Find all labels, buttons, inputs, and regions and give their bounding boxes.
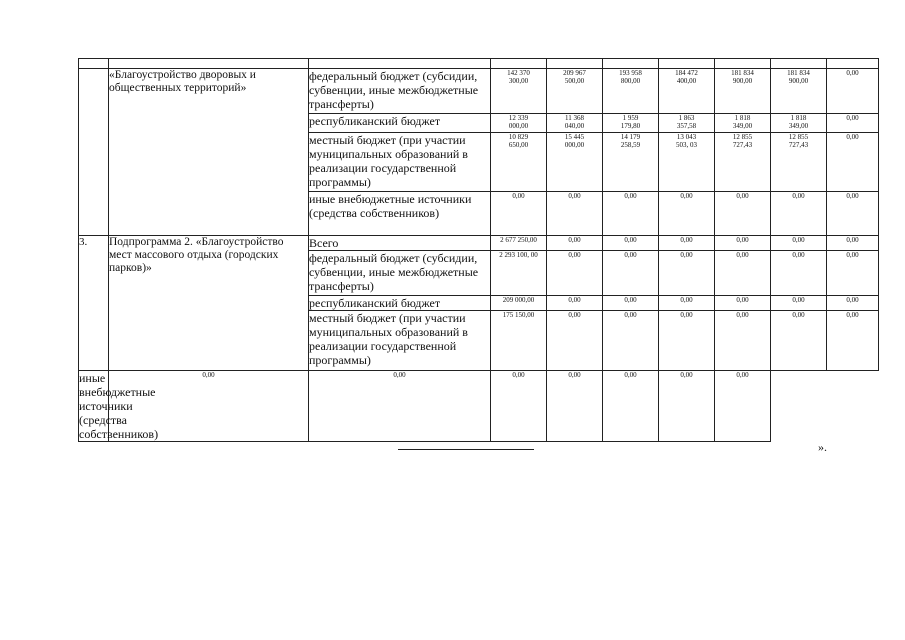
value-text: 0,00: [512, 371, 525, 379]
value-cell: [659, 133, 715, 192]
value-cell: [603, 69, 659, 114]
value-cell: [603, 59, 659, 69]
value-text: 0,00: [680, 371, 693, 379]
value-cell: [547, 192, 603, 236]
funding-source-cell: Всего: [309, 236, 491, 251]
value-text: 0,00: [736, 371, 749, 379]
funding-source-cell: федеральный бюджет (субсидии, субвенции, иные межбюджетные трансферты): [309, 251, 491, 296]
value-text: 0,00: [736, 192, 749, 200]
value-text: 0,00: [624, 251, 637, 259]
value-text: 142 370 300,00: [507, 69, 530, 85]
value-cell: [771, 192, 827, 236]
value-text: 11 368 040,00: [564, 114, 585, 130]
value-text: 0,00: [736, 296, 749, 304]
value-cell: [659, 69, 715, 114]
value-cell: [715, 192, 771, 236]
value-cell: [715, 236, 771, 251]
funding-source-cell: местный бюджет (при участии муниципальных образований в реализации государственной программы): [309, 311, 491, 371]
value-text: 12 855 727,43: [732, 133, 753, 149]
value-text: 1 959 179,80: [620, 114, 641, 130]
value-cell: [603, 192, 659, 236]
value-cell: [827, 59, 879, 69]
value-cell: [659, 251, 715, 296]
value-text: 12 855 727,43: [788, 133, 809, 149]
value-text: 0,00: [846, 251, 859, 259]
value-cell: [491, 192, 547, 236]
value-cell: [491, 114, 547, 133]
value-cell: [659, 296, 715, 311]
value-cell: [547, 133, 603, 192]
signature-line: [398, 449, 534, 450]
value-cell: [547, 69, 603, 114]
value-text: 0,00: [846, 133, 859, 141]
value-cell: [491, 296, 547, 311]
value-cell: [659, 59, 715, 69]
value-cell: [547, 296, 603, 311]
funding-source-cell: федеральный бюджет (субсидии, субвенции, иные межбюджетные трансферты): [309, 69, 491, 114]
value-text: 0,00: [680, 296, 693, 304]
value-text: 0,00: [568, 371, 581, 379]
value-text: 0,00: [846, 311, 859, 319]
table-row: [79, 69, 879, 114]
value-text: 0,00: [568, 236, 581, 244]
value-text: 0,00: [568, 311, 581, 319]
value-text: 13 043 503, 03: [676, 133, 697, 149]
value-text: 0,00: [846, 296, 859, 304]
funding-source-cell: республиканский бюджет: [309, 296, 491, 311]
value-cell: [491, 133, 547, 192]
value-text: 0,00: [792, 311, 805, 319]
value-cell: [771, 59, 827, 69]
value-cell: [547, 236, 603, 251]
value-cell: [491, 236, 547, 251]
value-text: 0,00: [680, 192, 693, 200]
value-text: 209 967 500,00: [563, 69, 586, 85]
value-cell: [547, 371, 603, 442]
value-text: 209 000,00: [502, 296, 535, 304]
value-cell: [547, 311, 603, 371]
value-text: 0,00: [624, 371, 637, 379]
value-text: 175 150,00: [502, 311, 535, 319]
value-text: 0,00: [792, 236, 805, 244]
value-cell: [659, 236, 715, 251]
value-cell: [827, 311, 879, 371]
program-name-cell: «Благоустройство дворовых и общественных территорий»: [109, 69, 309, 236]
value-cell: [715, 59, 771, 69]
value-cell: [827, 296, 879, 311]
value-text: 15 445 000,00: [564, 133, 585, 149]
value-text: 0,00: [680, 251, 693, 259]
value-text: 184 472 400,00: [675, 69, 698, 85]
value-text: 181 834 900,00: [731, 69, 754, 85]
value-text: 0,00: [846, 192, 859, 200]
value-cell: [603, 133, 659, 192]
closing-quote: ».: [818, 440, 827, 454]
value-text: 0,00: [680, 236, 693, 244]
budget-table: [78, 58, 879, 442]
value-text: 12 339 000,00: [508, 114, 529, 130]
row-number-cell: [79, 69, 109, 236]
value-text: 0,00: [393, 371, 406, 379]
value-cell: [771, 296, 827, 311]
value-cell: [547, 114, 603, 133]
value-cell: [771, 251, 827, 296]
value-cell: [715, 296, 771, 311]
value-text: 1 818 349,00: [788, 114, 809, 130]
value-text: 14 179 258,59: [620, 133, 641, 149]
value-text: 1 863 357,58: [676, 114, 697, 130]
value-cell: [827, 192, 879, 236]
table-row: [79, 236, 879, 251]
value-text: 0,00: [846, 69, 859, 77]
value-text: 0,00: [568, 192, 581, 200]
value-text: 181 834 900,00: [787, 69, 810, 85]
value-cell: [603, 296, 659, 311]
value-text: 0,00: [568, 296, 581, 304]
value-text: 193 958 800,00: [619, 69, 642, 85]
value-cell: [827, 236, 879, 251]
value-cell: [603, 371, 659, 442]
funding-source-cell: иные внебюджетные источники (средства собственников): [79, 371, 159, 441]
value-text: 0,00: [624, 192, 637, 200]
value-cell: [603, 251, 659, 296]
value-cell: [603, 114, 659, 133]
value-cell: [715, 69, 771, 114]
value-cell: [491, 59, 547, 69]
funding-source-cell: местный бюджет (при участии муниципальных образований в реализации государственной программы): [309, 133, 491, 192]
value-cell: [715, 114, 771, 133]
value-cell: [547, 251, 603, 296]
value-cell: [659, 192, 715, 236]
value-text: 2 293 100, 00: [499, 251, 538, 259]
value-cell: [827, 69, 879, 114]
value-cell: [603, 236, 659, 251]
value-text: 0,00: [792, 296, 805, 304]
value-text: 0,00: [846, 114, 859, 122]
value-cell: [491, 69, 547, 114]
value-text: 0,00: [624, 311, 637, 319]
value-text: 0,00: [202, 371, 215, 379]
row-number-cell: [79, 59, 109, 69]
value-text: 0,00: [624, 296, 637, 304]
value-cell: [827, 133, 879, 192]
value-cell: [603, 311, 659, 371]
value-text: 0,00: [792, 192, 805, 200]
row-number-cell: 3.: [79, 236, 109, 371]
value-text: 0,00: [512, 192, 525, 200]
value-cell: [771, 69, 827, 114]
value-text: 0,00: [680, 311, 693, 319]
value-cell: [771, 114, 827, 133]
value-cell: [309, 371, 491, 442]
value-cell: [659, 114, 715, 133]
value-cell: [771, 311, 827, 371]
value-cell: [715, 311, 771, 371]
value-cell: [827, 251, 879, 296]
value-text: 0,00: [846, 236, 859, 244]
value-cell: [547, 59, 603, 69]
table-row: [79, 59, 879, 69]
value-text: 2 677 250,00: [500, 236, 537, 244]
funding-source-cell: республиканский бюджет: [309, 114, 491, 133]
value-cell: [771, 133, 827, 192]
table-row: [79, 371, 879, 442]
value-text: 0,00: [736, 311, 749, 319]
value-cell: [491, 371, 547, 442]
value-cell: [659, 371, 715, 442]
value-cell: [491, 251, 547, 296]
value-text: 10 829 650,00: [508, 133, 529, 149]
value-cell: [491, 311, 547, 371]
value-text: 1 818 349,00: [732, 114, 753, 130]
value-text: 0,00: [624, 236, 637, 244]
value-cell: [827, 114, 879, 133]
value-text: 0,00: [792, 251, 805, 259]
value-text: 0,00: [736, 236, 749, 244]
funding-source-cell: [309, 59, 491, 69]
funding-source-cell: иные внебюджетные источники (средства собственников): [309, 192, 491, 236]
value-cell: [715, 133, 771, 192]
value-text: 0,00: [568, 251, 581, 259]
value-text: 0,00: [736, 251, 749, 259]
value-cell: [715, 251, 771, 296]
program-name-cell: Подпрограмма 2. «Благоустройство мест массового отдыха (городских парков)»: [109, 236, 309, 371]
program-name-cell: [109, 59, 309, 69]
value-cell: [659, 311, 715, 371]
value-cell: [771, 236, 827, 251]
value-cell: [715, 371, 771, 442]
